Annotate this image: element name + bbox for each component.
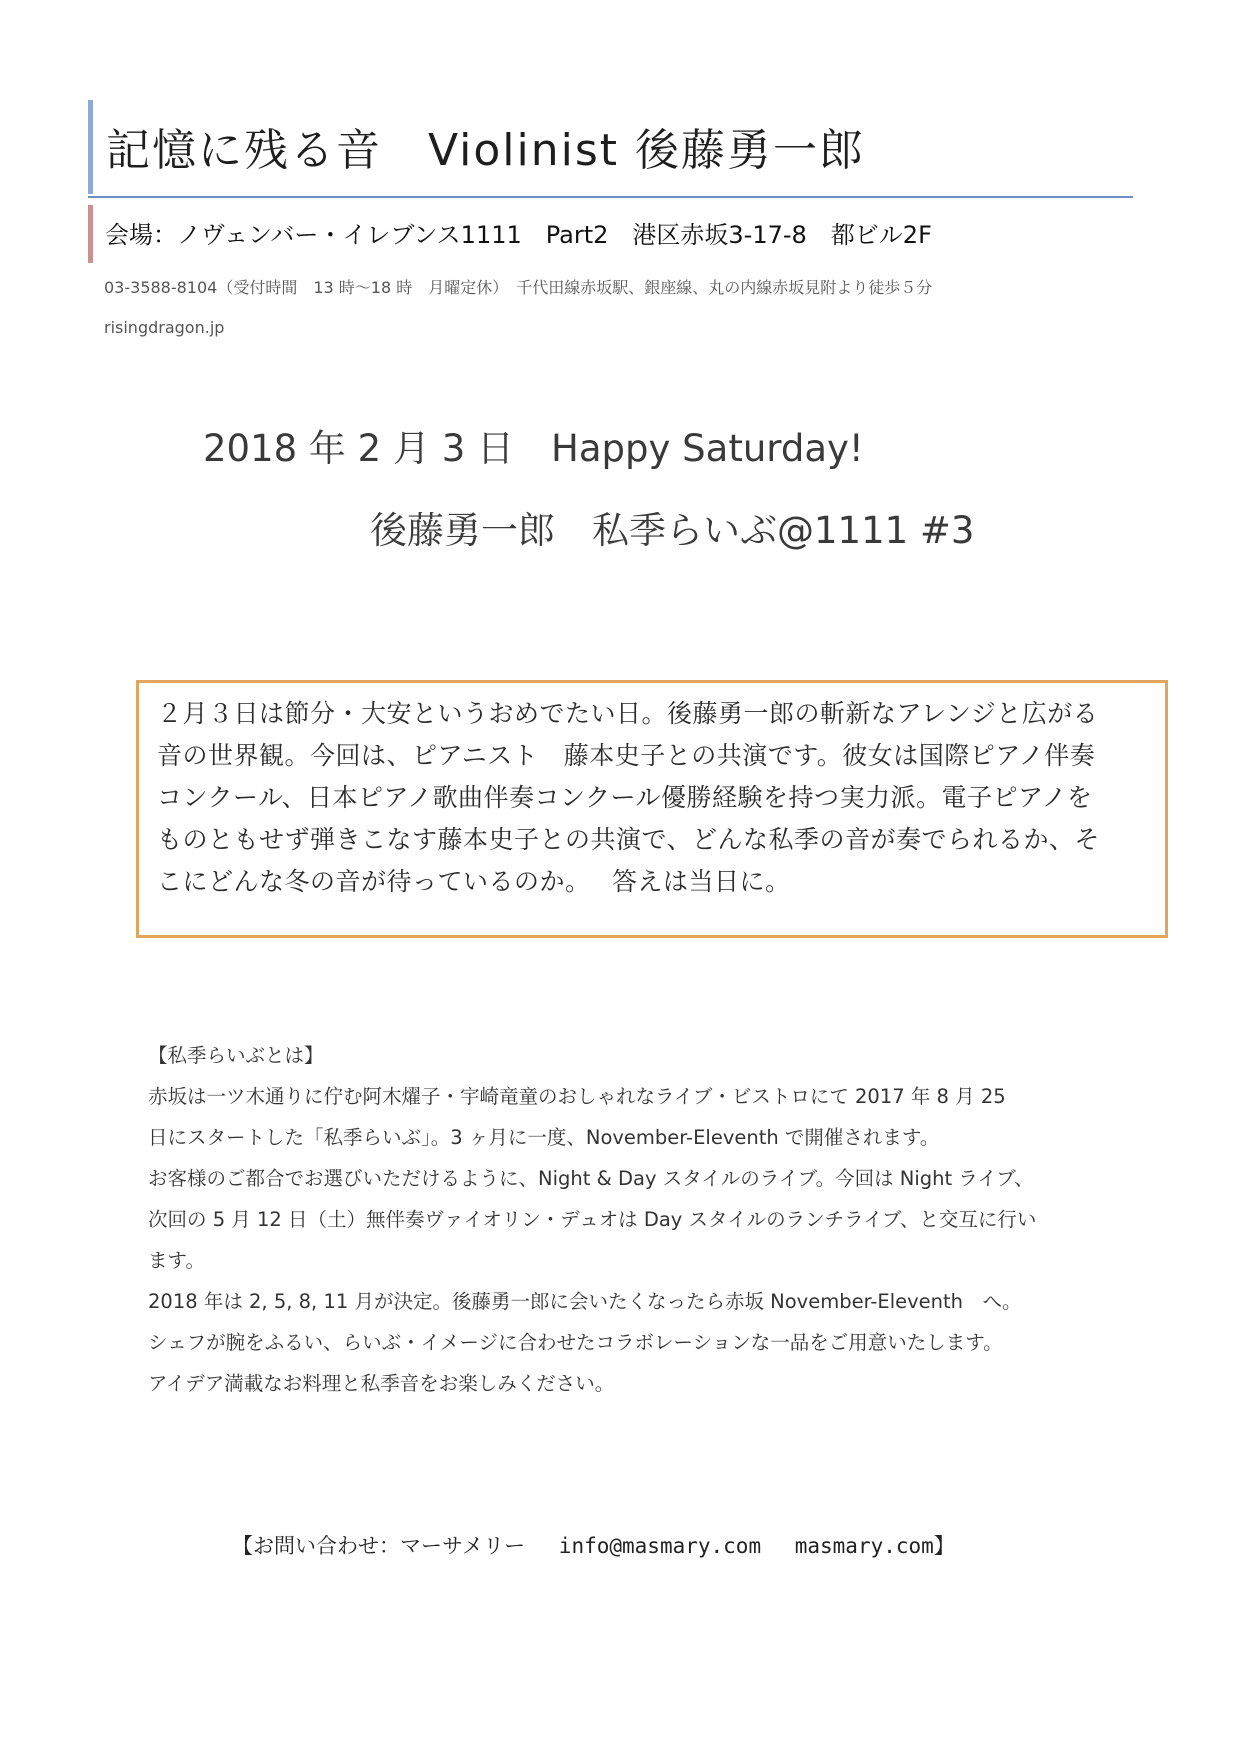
inquiry-footer: 【お問い合わせ：マーサメリー info@masmary.com masmary.com】 xyxy=(232,1534,955,1558)
website-url: risingdragon.jp xyxy=(104,318,225,337)
page-title: 記憶に残る音 Violinist 後藤勇一郎 xyxy=(106,125,865,176)
intro-line: ものともせず弾きこなす藤本史子との共演で、どんな私季の音が奏でられるか、そ xyxy=(157,825,1101,854)
intro-line: 音の世界観。今回は、ピアニスト 藤本史子との共演です。彼女は国際ピアノ伴奏 xyxy=(157,741,1096,770)
event-name: 後藤勇一郎 私季らいぶ@1111 #3 xyxy=(370,509,975,552)
title-block xyxy=(88,100,1133,198)
intro-line: ２月３日は節分・大安というおめでたい日。後藤勇一郎の斬新なアレンジと広がる xyxy=(157,699,1099,728)
intro-text xyxy=(157,693,1157,903)
about-heading: 【私季らいぶとは】 xyxy=(148,1044,324,1067)
contact-info: 03-3588-8104（受付時間 13 時～18 時 月曜定休） 千代田線赤坂駅、銀座線、丸の内線赤坂見附より徒歩５分 xyxy=(104,278,933,297)
intro-box xyxy=(136,680,1168,938)
venue-accent-bar xyxy=(88,205,93,263)
about-line: お客様のご都合でお選びいただけるように、Night & Day スタイルのライブ。今回は Night ライブ、 xyxy=(148,1167,1034,1190)
about-line: 日にスタートした「私季らいぶ」。3 ヶ月に一度、November-Eleventh で開催されます。 xyxy=(148,1126,940,1149)
about-section xyxy=(148,1035,1148,1404)
venue-block xyxy=(88,205,1088,263)
about-line: 赤坂は一ツ木通りに佇む阿木燿子・宇崎竜童のおしゃれなライブ・ビストロにて 2017 年 8 月 25 xyxy=(148,1085,1006,1108)
about-line: シェフが腕をふるい、らいぶ・イメージに合わせたコラボレーションな一品をご用意いたします。 xyxy=(148,1331,1003,1354)
intro-line: コンクール、日本ピアノ歌曲伴奏コンクール優勝経験を持つ実力派。電子ピアノを xyxy=(157,783,1093,812)
title-accent-bar xyxy=(88,100,93,194)
intro-line: こにどんな冬の音が待っているのか。 答えは当日に。 xyxy=(157,867,791,896)
about-line: ます。 xyxy=(148,1249,205,1272)
event-date: 2018 年 2 月 3 日 Happy Saturday! xyxy=(203,427,864,470)
venue-address: 会場：ノヴェンバー・イレブンス1111 Part2 港区赤坂3-17-8 都ビル2F xyxy=(105,221,932,249)
about-line: アイデア満載なお料理と私季音をお楽しみください。 xyxy=(148,1372,615,1395)
about-line: 次回の 5 月 12 日（土）無伴奏ヴァイオリン・デュオは Day スタイルのランチライブ、と交互に行い xyxy=(148,1208,1037,1231)
about-line: 2018 年は 2, 5, 8, 11 月が決定。後藤勇一郎に会いたくなったら赤坂 November-Eleventh へ。 xyxy=(148,1290,1022,1313)
